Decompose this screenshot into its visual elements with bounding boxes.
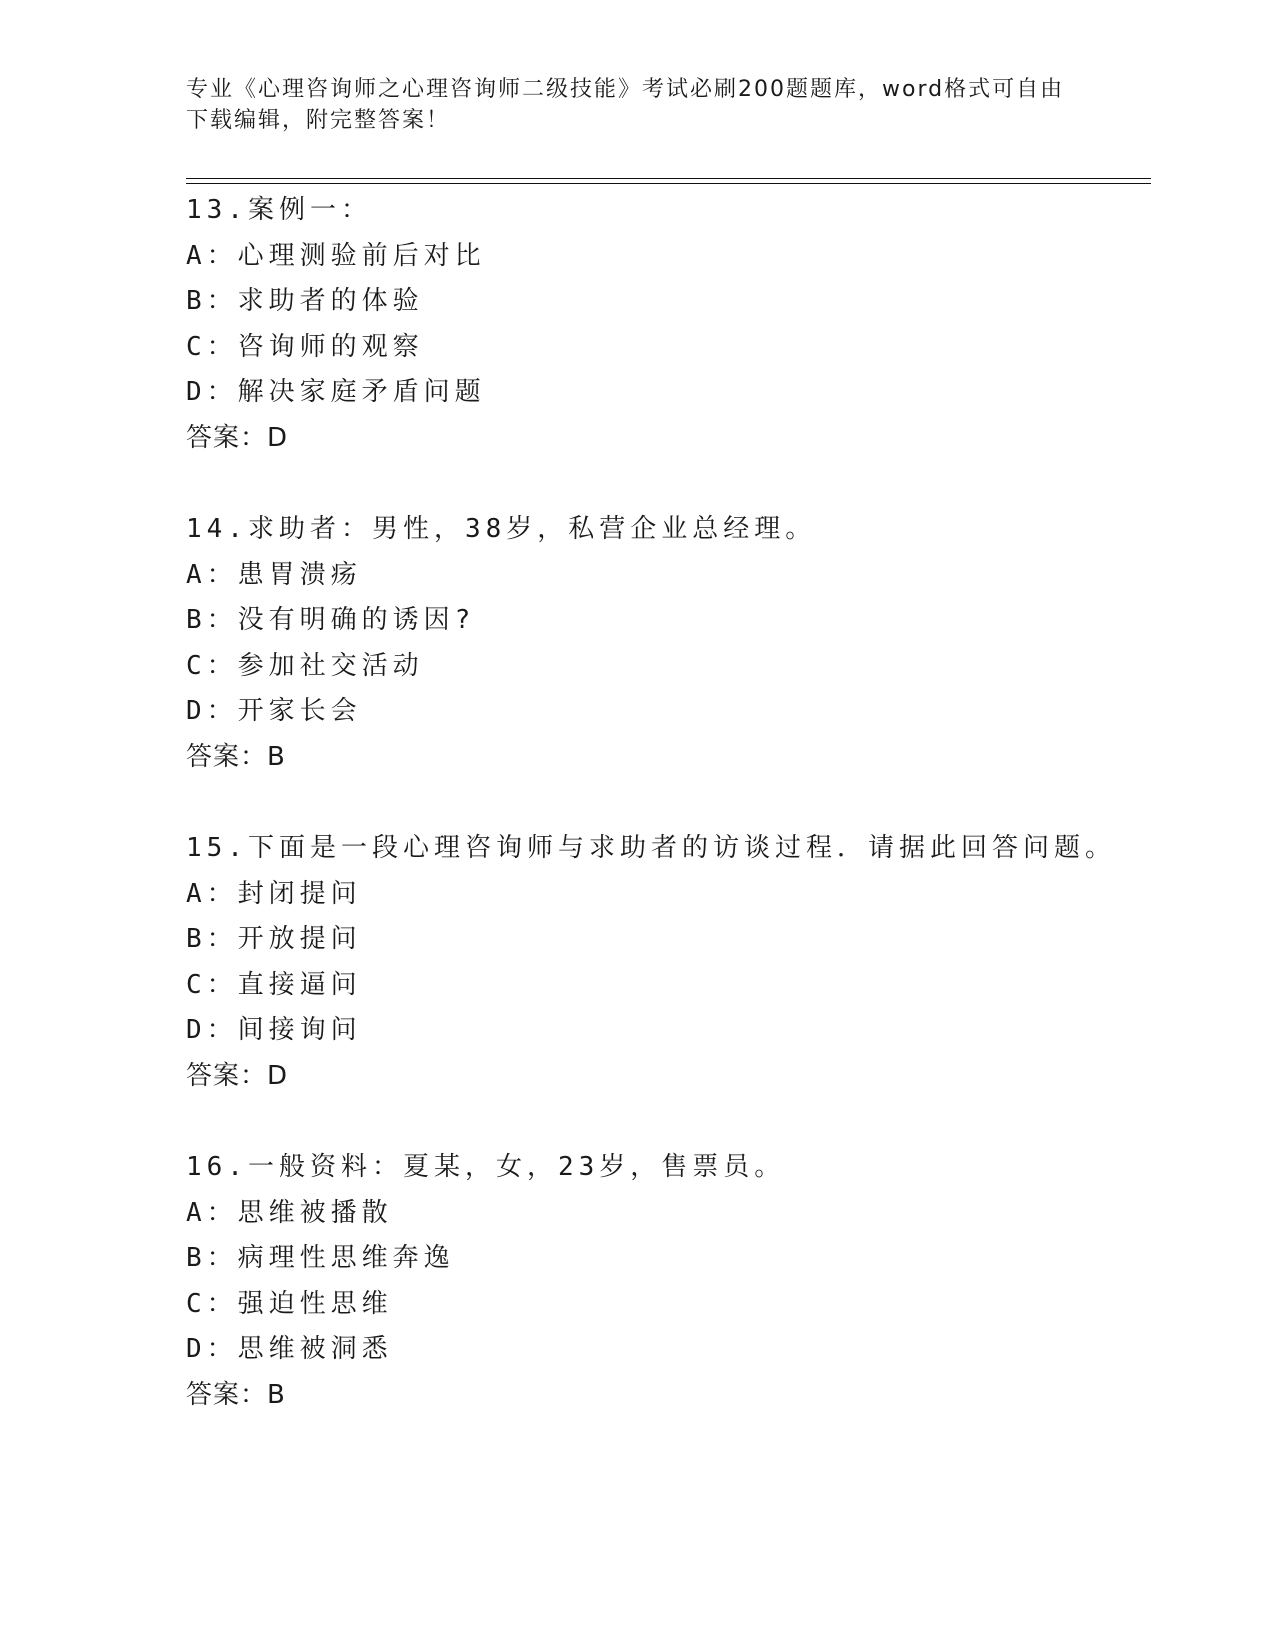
- option-a: A：患胃溃疡: [186, 559, 362, 590]
- option-c: C：直接逼问: [186, 969, 362, 1000]
- option-b: B：没有明确的诱因?: [186, 605, 476, 635]
- question-14: [186, 507, 1146, 780]
- answer-line: 答案：B: [186, 1379, 286, 1410]
- option-a: A：思维被播散: [186, 1197, 393, 1228]
- document-header: 专业《心理咨询师之心理咨询师二级技能》考试必刷200题题库，word格式可自由下载编辑，附完整答案！: [186, 77, 1065, 133]
- answer-line: 答案：B: [186, 741, 286, 772]
- option-a: A：封闭提问: [186, 878, 362, 909]
- option-a: A：心理测验前后对比: [186, 240, 486, 271]
- option-d: D：思维被洞悉: [186, 1334, 393, 1364]
- question-13: [186, 188, 1146, 461]
- answer-line: 答案：D: [186, 1060, 289, 1091]
- question-stem: 14.求助者：男性，38岁，私营企业总经理。: [186, 514, 817, 544]
- option-c: C：强迫性思维: [186, 1288, 393, 1319]
- question-16: [186, 1145, 1146, 1418]
- option-d: D：开家长会: [186, 696, 362, 726]
- option-b: B：病理性思维奔逸: [186, 1243, 455, 1273]
- question-stem: 15.下面是一段心理咨询师与求助者的访谈过程．请据此回答问题。: [186, 833, 1116, 863]
- question-stem: 13.案例一：: [186, 195, 372, 225]
- option-d: D：解决家庭矛盾问题: [186, 377, 486, 407]
- option-b: B：开放提问: [186, 924, 362, 954]
- question-stem: 16.一般资料：夏某，女，23岁，售票员。: [186, 1152, 786, 1182]
- option-c: C：咨询师的观察: [186, 331, 424, 362]
- question-15: [186, 826, 1146, 1099]
- header-divider-bottom: [186, 183, 1151, 184]
- option-d: D：间接询问: [186, 1015, 362, 1045]
- option-c: C：参加社交活动: [186, 650, 424, 681]
- answer-line: 答案：D: [186, 422, 289, 453]
- header-divider-top: [186, 178, 1151, 179]
- option-b: B：求助者的体验: [186, 286, 424, 316]
